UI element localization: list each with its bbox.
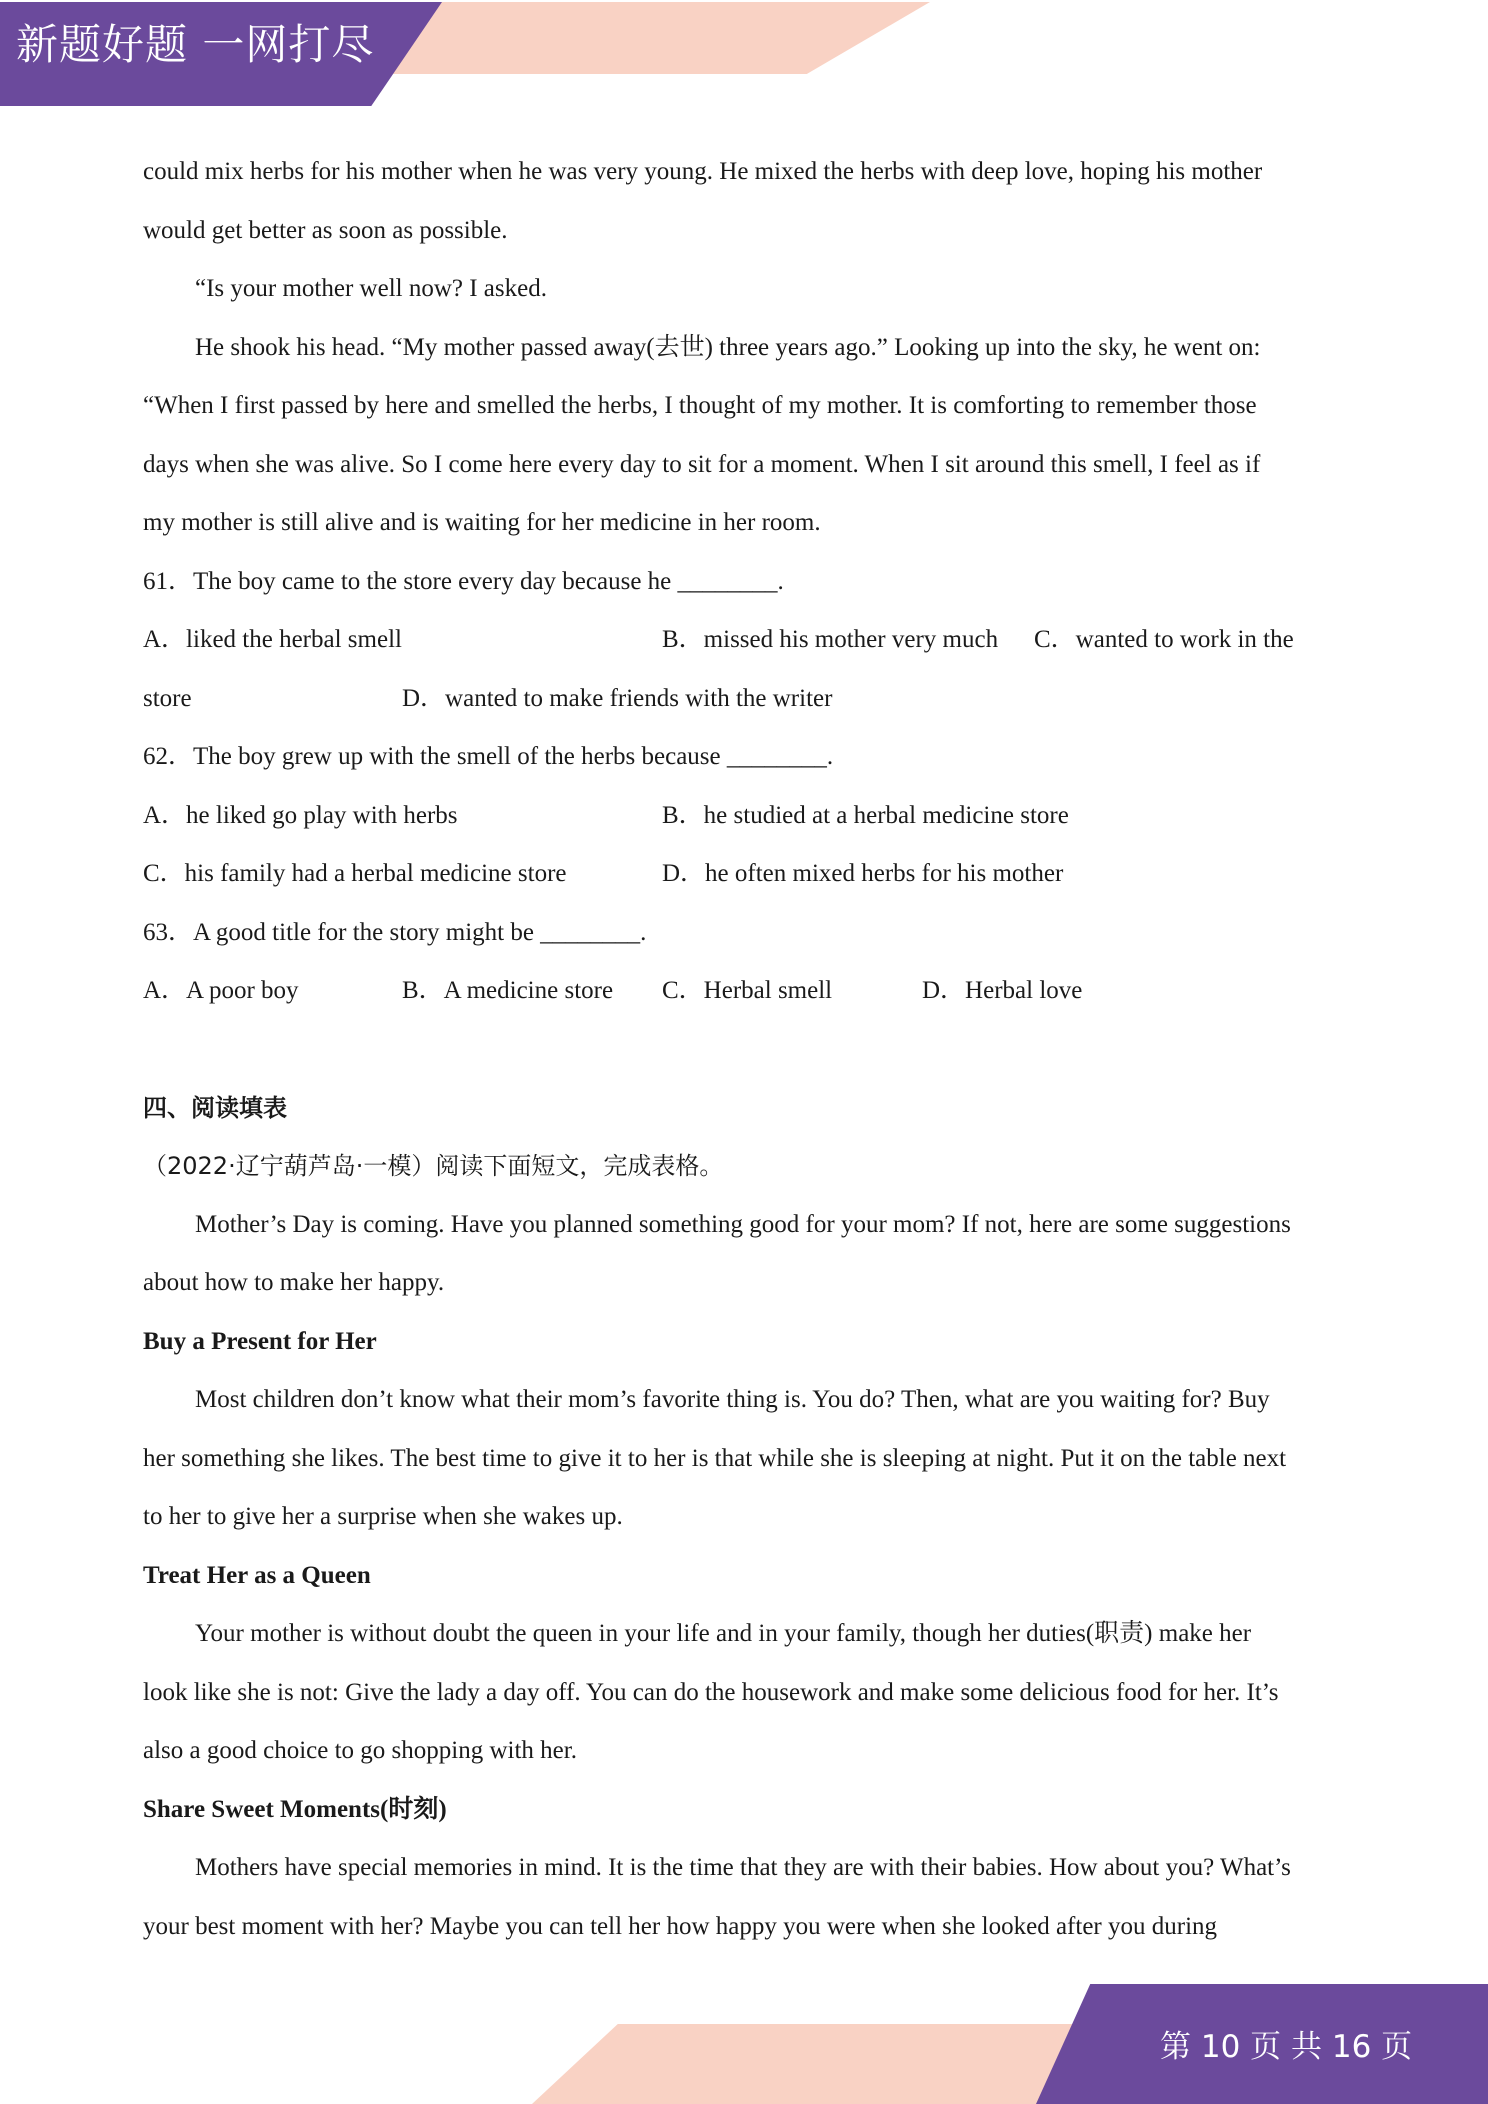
option-c: C．Herbal smell	[662, 977, 833, 1004]
passage-line: He shook his head. “My mother passed away(去世) three years ago.” Looking up into the sky, he went on:	[195, 334, 1261, 361]
paragraph-line: to her to give her a surprise when she wakes up.	[143, 1503, 623, 1530]
option-b: B．missed his mother very much	[662, 626, 999, 653]
section-heading: 四、阅读填表	[143, 1094, 287, 1122]
option-a: A．A poor boy	[143, 977, 299, 1004]
option-d: D．Herbal love	[922, 977, 1083, 1004]
source-note: （2022·辽宁葫芦岛·一模）阅读下面短文，完成表格。	[143, 1152, 724, 1180]
option-c: C．wanted to work in the	[1034, 626, 1294, 653]
passage-line: days when she was alive. So I come here every day to sit for a moment. When I sit around this smell, I feel as if	[143, 451, 1261, 478]
option-b: B．he studied at a herbal medicine store	[662, 802, 1069, 829]
option-b: B．A medicine store	[402, 977, 614, 1004]
option-c-continued: store	[143, 685, 192, 712]
passage-line: “Is your mother well now? I asked.	[195, 275, 547, 302]
passage-line: could mix herbs for his mother when he was very young. He mixed the herbs with deep love, hoping his mother	[143, 158, 1263, 185]
page-number: 第 10 页 共 16 页	[1160, 2029, 1413, 2065]
question-stem: 62．The boy grew up with the smell of the herbs because ________.	[143, 743, 834, 770]
paragraph-line: Mothers have special memories in mind. It is the time that they are with their babies. How about you? What’s	[195, 1854, 1291, 1881]
paragraph-line: your best moment with her? Maybe you can tell her how happy you were when she looked after you during	[143, 1913, 1218, 1940]
passage-line: “When I first passed by here and smelled the herbs, I thought of my mother. It is comforting to remember those	[143, 392, 1257, 419]
paragraph-line: Your mother is without doubt the queen in your life and in your family, though her duties(职责) make her	[195, 1620, 1252, 1647]
option-a: A．liked the herbal smell	[143, 626, 402, 653]
subheading-share-moments: Share Sweet Moments(时刻)	[143, 1796, 447, 1823]
option-c: C．his family had a herbal medicine store	[143, 860, 567, 887]
subheading-buy-present: Buy a Present for Her	[143, 1328, 377, 1355]
header-accent-band	[370, 2, 930, 74]
option-d: D．he often mixed herbs for his mother	[662, 860, 1064, 887]
passage-line: my mother is still alive and is waiting for her medicine in her room.	[143, 509, 821, 536]
question-stem: 63．A good title for the story might be ________.	[143, 919, 647, 946]
question-stem: 61．The boy came to the store every day because he ________.	[143, 568, 784, 595]
paragraph-line: also a good choice to go shopping with her.	[143, 1737, 577, 1764]
passage-line: would get better as soon as possible.	[143, 217, 508, 244]
header-title: 新题好题 一网打尽	[16, 20, 375, 69]
option-d: D．wanted to make friends with the writer	[402, 685, 833, 712]
option-a: A．he liked go play with herbs	[143, 802, 458, 829]
paragraph-line: her something she likes. The best time to give it to her is that while she is sleeping at night. Put it on the table next	[143, 1445, 1287, 1472]
paragraph-line: look like she is not: Give the lady a day off. You can do the housework and make some delicious food for her. It’s	[143, 1679, 1279, 1706]
subheading-treat-queen: Treat Her as a Queen	[143, 1562, 371, 1589]
intro-line: Mother’s Day is coming. Have you planned something good for your mom? If not, here are some suggestions	[195, 1211, 1291, 1238]
intro-line: about how to make her happy.	[143, 1269, 445, 1296]
paragraph-line: Most children don’t know what their mom’s favorite thing is. You do? Then, what are you waiting for? Buy	[195, 1386, 1270, 1413]
